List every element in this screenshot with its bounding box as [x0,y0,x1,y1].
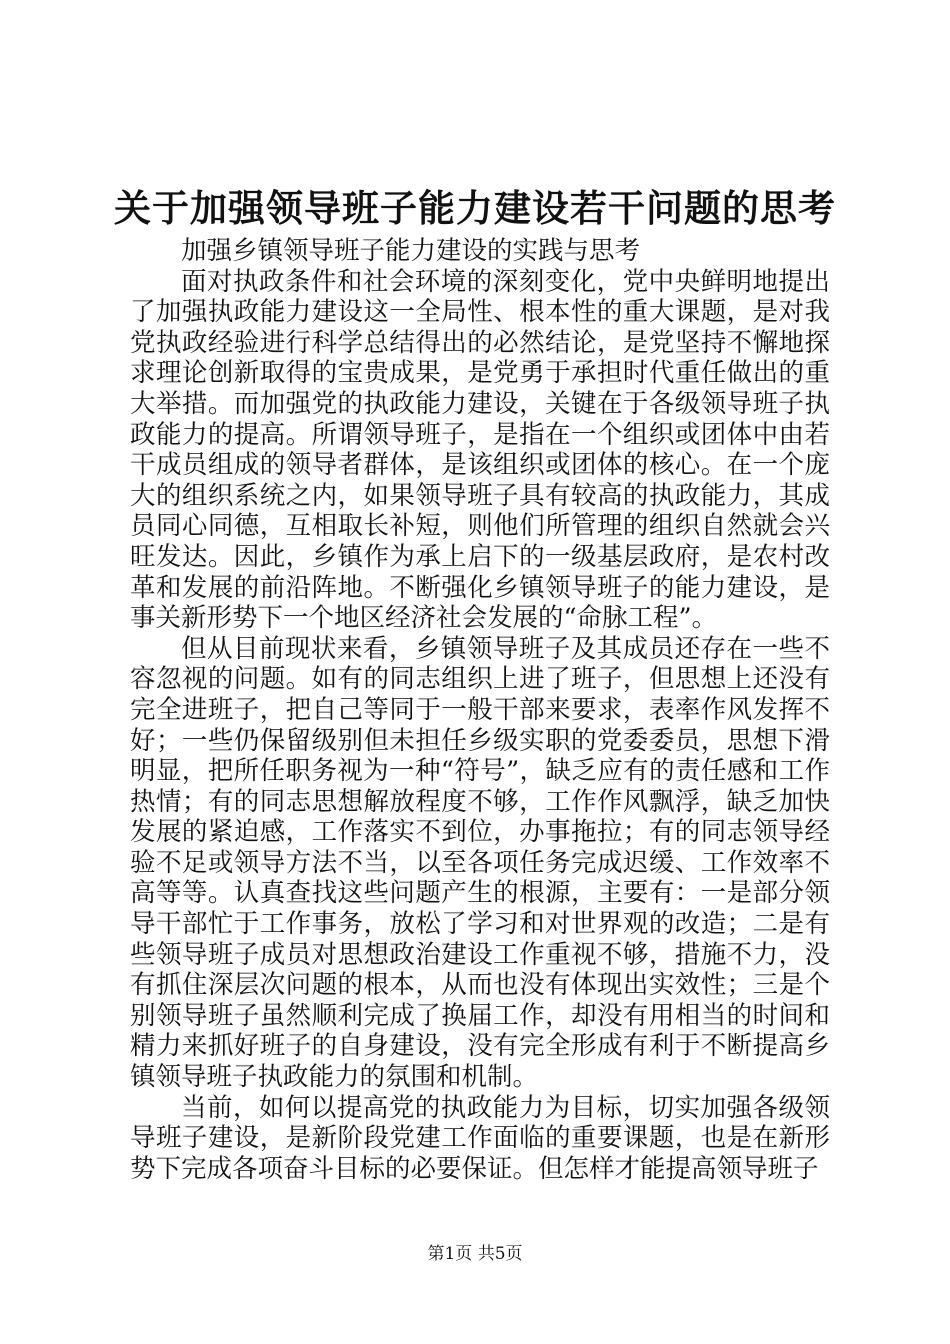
page-footer: 第1页 共5页 [427,1244,523,1264]
document-title: 关于加强领导班子能力建设若干问题的思考 [114,186,836,230]
paragraph-2: 但从目前现状来看，乡镇领导班子及其成员还存在一些不容忽视的问题。如有的同志组织上进了班子，但思想上还没有完全进班子，把自己等同于一般干部来要求，表率作风发挥不好；一些仍保留级别但未担任乡级实职的党委委员，思想下滑明显，把所任职务视为一种“符号”，缺乏应有的责任感和工作热情；有的同志思想解放程度不够，工作作风飘浮，缺乏加快发展的紧迫感，工作落实不到位，办事拖拉；有的同志领导经验不足或领导方法不当，以至各项任务完成迟缓、工作效率不高等等。认真查找这些问题产生的根源，主要有：一是部分领导干部忙于工作事务，放松了学习和对世界观的改造；二是有些领导班子成员对思想政治建设工作重视不够，措施不力，没有抓住深层次问题的根本，从而也没有体现出实效性；三是个别领导班子虽然顺利完成了换届工作，却没有用相当的时间和精力来抓好班子的自身建设，没有完全形成有利于不断提高乡镇领导班子执政能力的氛围和机制。 [130,633,830,1093]
subtitle: 加强乡镇领导班子能力建设的实践与思考 [181,236,641,266]
paragraph-1: 面对执政条件和社会环境的深刻变化，党中央鲜明地提出了加强执政能力建设这一全局性、根本性的重大课题，是对我党执政经验进行科学总结得出的必然结论，是党坚持不懈地探求理论创新取得的宝贵成果，是党勇于承担时代重任做出的重大举措。而加强党的执政能力建设，关键在于各级领导班子执政能力的提高。所谓领导班子，是指在一个组织或团体中由若干成员组成的领导者群体，是该组织或团体的核心。在一个庞大的组织系统之内，如果领导班子具有较高的执政能力，其成员同心同德，互相取长补短，则他们所管理的组织自然就会兴旺发达。因此，乡镇作为承上启下的一级基层政府，是农村改革和发展的前沿阵地。不断强化乡镇领导班子的能力建设，是事关新形势下一个地区经济社会发展的“命脉工程”。 [130,266,830,634]
paragraph-3: 当前，如何以提高党的执政能力为目标，切实加强各级领导班子建设，是新阶段党建工作面临的重要课题，也是在新形势下完成各项奋斗目标的必要保证。但怎样才能提高领导班子 [130,1092,830,1184]
document-body [130,236,830,1184]
